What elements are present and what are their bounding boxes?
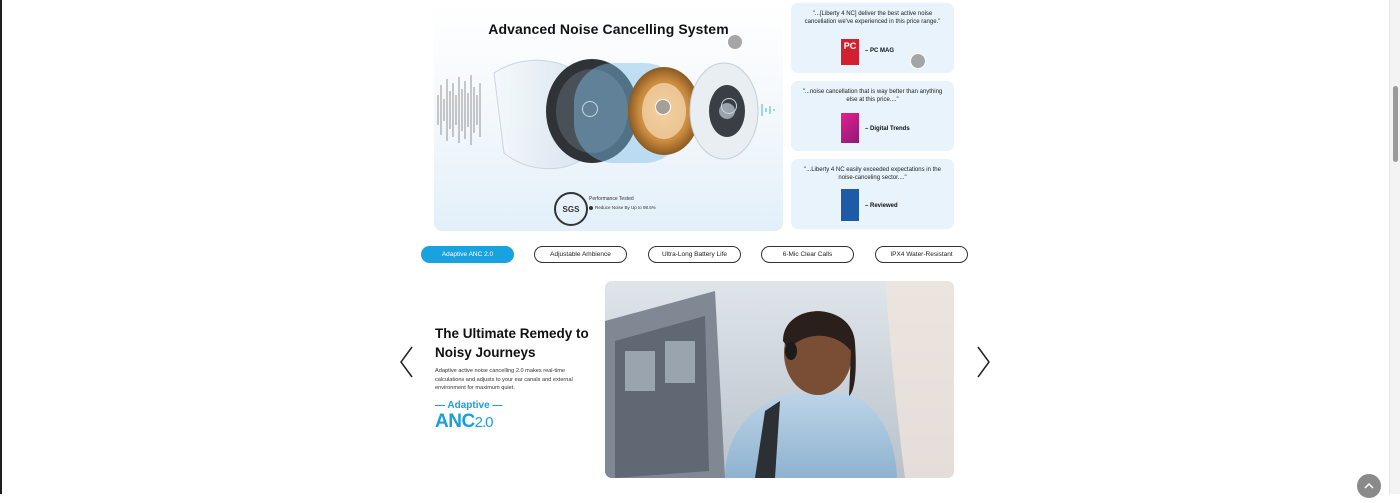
review-source: – Reviewed [865, 203, 898, 209]
digital-trends-logo [841, 113, 859, 143]
hotspot-driver-center[interactable] [655, 99, 671, 115]
check-icon [589, 206, 593, 210]
hotspot-driver-left[interactable] [582, 101, 598, 117]
review-quote: "...[Liberty 4 NC] deliver the best active noise cancellation we've experienced in this price range." [804, 11, 941, 25]
review-source: – Digital Trends [865, 126, 910, 132]
sgs-badge: SGS [554, 192, 588, 226]
review-quote: "...noise cancellation that is way better than anything else at this price...." [802, 89, 943, 103]
scrollbar-track[interactable] [1389, 0, 1400, 494]
performance-tested-sub [589, 205, 656, 210]
noise-cancelling-hero [434, 3, 783, 231]
anc-badge-version: 2.0 [474, 414, 493, 431]
commuter-photo [605, 281, 954, 478]
pcmag-logo: PC [841, 39, 859, 65]
review-source: – PC MAG [865, 48, 895, 54]
adaptive-anc-badge [435, 400, 525, 436]
tab-water-resistant[interactable]: IPX4 Water-Resistant [875, 246, 968, 263]
slide-title: The Ultimate Remedy to Noisy Journeys [435, 326, 589, 360]
slide-photo [605, 281, 954, 478]
slide-description: Adaptive active noise cancelling 2.0 makes real-time calculations and adjusts to your ear canals and external environment for maximum quiet. [435, 368, 573, 391]
back-to-top-button[interactable] [1357, 474, 1381, 498]
anc-badge-bottom [435, 411, 493, 433]
tab-battery-life[interactable]: Ultra-Long Battery Life [648, 246, 741, 263]
tab-adaptive-anc[interactable]: Adaptive ANC 2.0 [421, 246, 514, 263]
tab-clear-calls[interactable]: 6-Mic Clear Calls [761, 246, 854, 263]
hotspot-top[interactable] [727, 34, 743, 50]
window-edge [0, 0, 2, 494]
tab-adjustable-ambience[interactable]: Adjustable Ambience [534, 246, 627, 263]
review-quote: "...Liberty 4 NC easily exceeded expectations in the noise-canceling sector...." [804, 167, 941, 181]
editors-choice-logo [841, 189, 859, 221]
scrollbar-thumb[interactable] [1393, 86, 1398, 162]
chevron-left-icon[interactable] [398, 345, 416, 379]
chevron-up-icon [1357, 474, 1381, 498]
review-card-digital-trends [791, 81, 954, 151]
hotspot-driver-right[interactable] [721, 98, 737, 114]
review-card-pcmag [791, 3, 954, 73]
anc-badge-label: ANC [435, 411, 475, 432]
review-card-reviewed [791, 159, 954, 229]
hero-title: Advanced Noise Cancelling System [488, 21, 729, 37]
hotspot-review[interactable] [910, 53, 926, 69]
performance-tested-sub-text: Reduce Noise By Up to 98.5% [595, 205, 656, 210]
anc-badge-top: — Adaptive — [435, 400, 503, 411]
chevron-right-icon[interactable] [974, 345, 992, 379]
performance-tested-label: Performance Tested [589, 196, 634, 202]
